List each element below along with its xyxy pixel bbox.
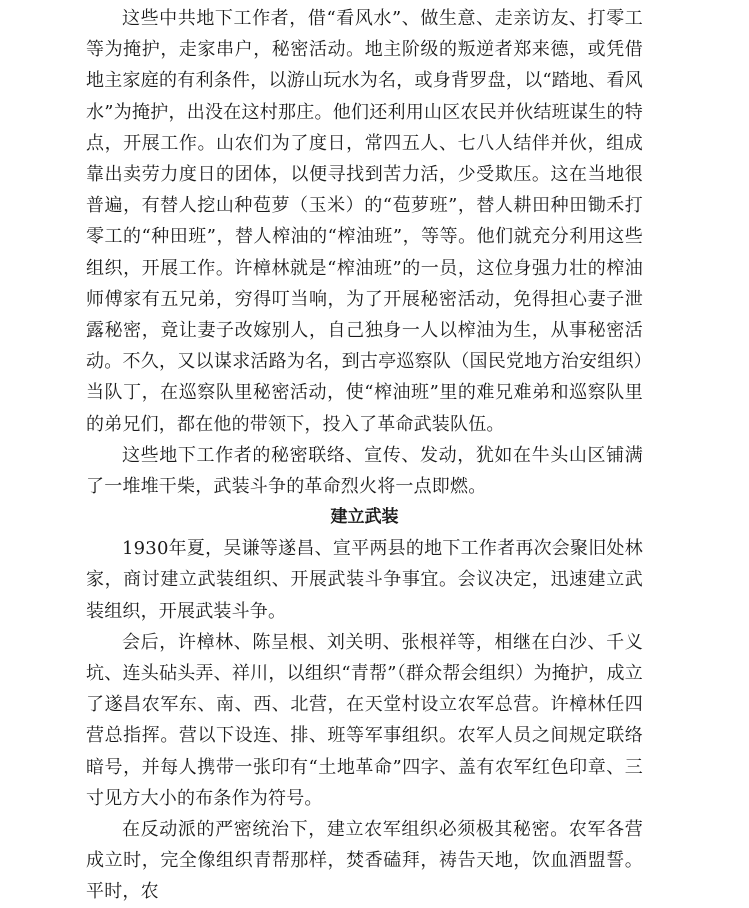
body-paragraph: 这些中共地下工作者，借“看风水”、做生意、走亲访友、打零工等为掩护，走家串户，秘密活动。地主阶级的叛逆者郑来德，或凭借地主家庭的有利条件，以游山玩水为名，或身背罗盘，以“踏地、看风水”为掩护，出没在这村那庄。他们还利用山区农民并伙结班谋生的特点，开展工作。山农们为了度日，常四五人、七八人结伴并伙，组成靠出卖劳力度日的团体，以便寻找到苦力活，少受欺压。这在当地很普遍，有替人挖山种苞萝（玉米）的“苞萝班”，替人耕田种田锄禾打零工的“种田班”，替人榨油的“榨油班”，等等。他们就充分利用这些组织，开展工作。许樟林就是“榨油班”的一员，这位身强力壮的榨油师傅家有五兄弟，穷得叮当响，为了开展秘密活动，免得担心妻子泄露秘密，竟让妻子改嫁别人，自己独身一人以榨油为生，从事秘密活动。不久，又以谋求活路为名，到古亭巡察队（国民党地方治安组织）当队丁，在巡察队里秘密活动，使“榨油班”里的难兄难弟和巡察队里的弟兄们，都在他的带领下，投入了革命武装队伍。 xyxy=(86,8,643,435)
section-heading: 建立武装 xyxy=(330,507,399,528)
body-paragraph: 会后，许樟林、陈呈根、刘关明、张根祥等，相继在白沙、千义坑、连头砧头弄、祥川，以组织“青帮”（群众帮会组织）为掩护，成立了遂昌农军东、南、西、北营，在天堂村设立农军总营。许樟林任四营总指挥。营以下设连、排、班等军事组织。农军人员之间规定联络暗号，并每人携带一张印有“土地革命”四字、盖有农军红色印章、三寸见方大小的布条作为符号。 xyxy=(86,631,643,809)
body-paragraph: 在反动派的严密统治下，建立农军组织必须极其秘密。农军各营成立时，完全像组织青帮那样，焚香磕拜，祷告天地，饮血酒盟誓。平时，农 xyxy=(86,819,643,903)
body-paragraph: 1930年夏，吴谦等遂昌、宣平两县的地下工作者再次会聚旧处林家，商讨建立武装组织、开展武装斗争事宜。会议决定，迅速建立武装组织，开展武装斗争。 xyxy=(86,538,643,622)
document-page xyxy=(86,0,643,908)
body-paragraph: 这些地下工作者的秘密联络、宣传、发动，犹如在牛头山区铺满了一堆堆干柴，武装斗争的革命烈火将一点即燃。 xyxy=(86,444,643,498)
